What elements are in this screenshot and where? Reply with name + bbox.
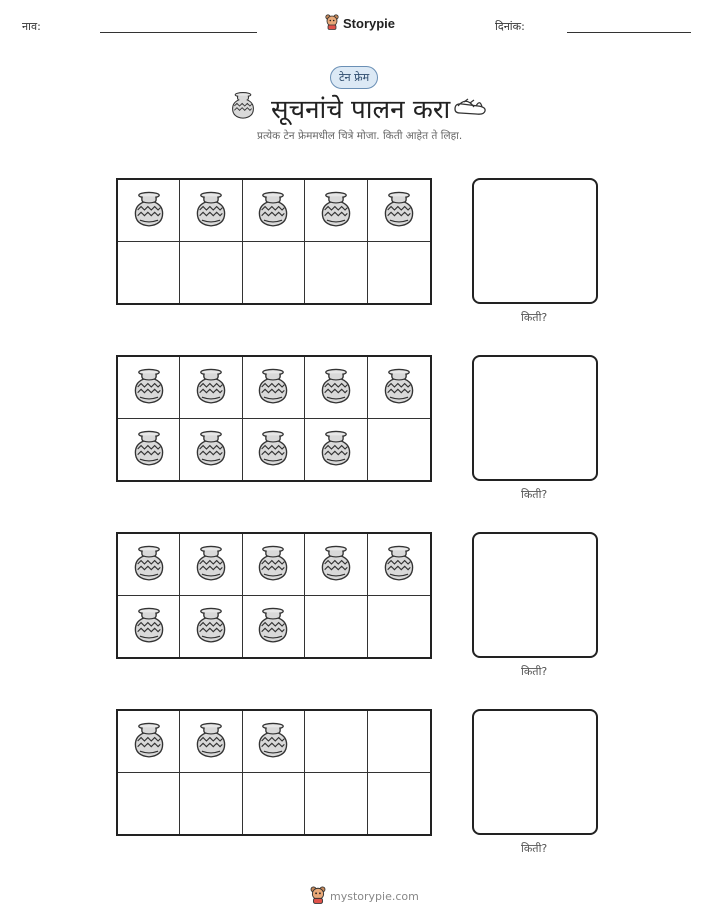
answer-box[interactable] (472, 178, 598, 304)
frame-cell (118, 357, 180, 419)
frame-cell (118, 180, 180, 242)
pot-icon (382, 190, 416, 230)
pot-icon (194, 429, 228, 469)
frame-cell (368, 773, 430, 835)
frame-cell (243, 596, 305, 658)
pot-icon (319, 544, 353, 584)
pot-icon (132, 429, 166, 469)
frame-cell (305, 357, 367, 419)
frame-cell (305, 180, 367, 242)
frame-cell (118, 711, 180, 773)
brand-name: Storypie (343, 16, 396, 31)
name-label: नाव: (22, 20, 41, 33)
answer-label: किती? (521, 311, 548, 324)
pot-icon (132, 721, 166, 761)
pot-icon (256, 429, 290, 469)
topic-tag: टेन फ्रेम (330, 66, 378, 89)
frame-cell (368, 180, 430, 242)
frame-cell (305, 773, 367, 835)
ten-frame (116, 355, 432, 482)
frame-cell (118, 534, 180, 596)
pot-icon (256, 190, 290, 230)
frame-cell (368, 242, 430, 304)
pot-icon (256, 367, 290, 407)
pot-icon (319, 190, 353, 230)
pot-icon (194, 544, 228, 584)
frame-cell (243, 534, 305, 596)
frame-cell (305, 534, 367, 596)
frame-cell (243, 180, 305, 242)
frame-cell (118, 773, 180, 835)
answer-box[interactable] (472, 709, 598, 835)
pot-icon (194, 721, 228, 761)
pot-icon (194, 367, 228, 407)
pot-icon (230, 91, 256, 125)
frame-cell (180, 596, 242, 658)
name-field[interactable] (100, 32, 257, 33)
pot-icon (132, 544, 166, 584)
date-label: दिनांक: (495, 20, 525, 33)
ten-frame (116, 532, 432, 659)
pot-icon (382, 367, 416, 407)
pot-icon (132, 190, 166, 230)
frame-cell (368, 596, 430, 658)
pot-icon (382, 544, 416, 584)
frame-cell (180, 534, 242, 596)
frame-cell (305, 596, 367, 658)
footer (310, 886, 419, 907)
page-title: सूचनांचे पालन करा (271, 95, 451, 125)
footer-url: mystorypie.com (330, 890, 419, 903)
ten-frame (116, 709, 432, 836)
frame-cell (368, 711, 430, 773)
answer-label: किती? (521, 842, 548, 855)
answer-label: किती? (521, 488, 548, 501)
sandal-icon (452, 93, 488, 121)
frame-cell (118, 242, 180, 304)
pot-icon (256, 606, 290, 646)
pot-icon (319, 429, 353, 469)
frame-cell (180, 419, 242, 481)
answer-box[interactable] (472, 532, 598, 658)
frame-cell (243, 242, 305, 304)
brand-logo (325, 14, 395, 33)
frame-cell (368, 419, 430, 481)
frame-cell (368, 357, 430, 419)
pot-icon (132, 367, 166, 407)
frame-cell (243, 773, 305, 835)
frame-cell (243, 357, 305, 419)
pot-icon (132, 606, 166, 646)
mascot-icon (310, 886, 326, 907)
pot-icon (256, 544, 290, 584)
frame-cell (180, 711, 242, 773)
answer-box[interactable] (472, 355, 598, 481)
pot-icon (194, 606, 228, 646)
frame-cell (180, 773, 242, 835)
frame-cell (180, 357, 242, 419)
frame-cell (305, 419, 367, 481)
ten-frame (116, 178, 432, 305)
frame-cell (368, 534, 430, 596)
frame-cell (243, 419, 305, 481)
frame-cell (305, 711, 367, 773)
mascot-icon (325, 14, 339, 33)
frame-cell (180, 242, 242, 304)
frame-cell (180, 180, 242, 242)
frame-cell (243, 711, 305, 773)
answer-label: किती? (521, 665, 548, 678)
frame-cell (118, 419, 180, 481)
instruction-text: प्रत्येक टेन फ्रेममधील चित्रे मोजा. किती आहेत ते लिहा. (257, 130, 463, 142)
frame-cell (305, 242, 367, 304)
date-field[interactable] (567, 32, 691, 33)
frame-cell (118, 596, 180, 658)
pot-icon (194, 190, 228, 230)
pot-icon (319, 367, 353, 407)
pot-icon (256, 721, 290, 761)
